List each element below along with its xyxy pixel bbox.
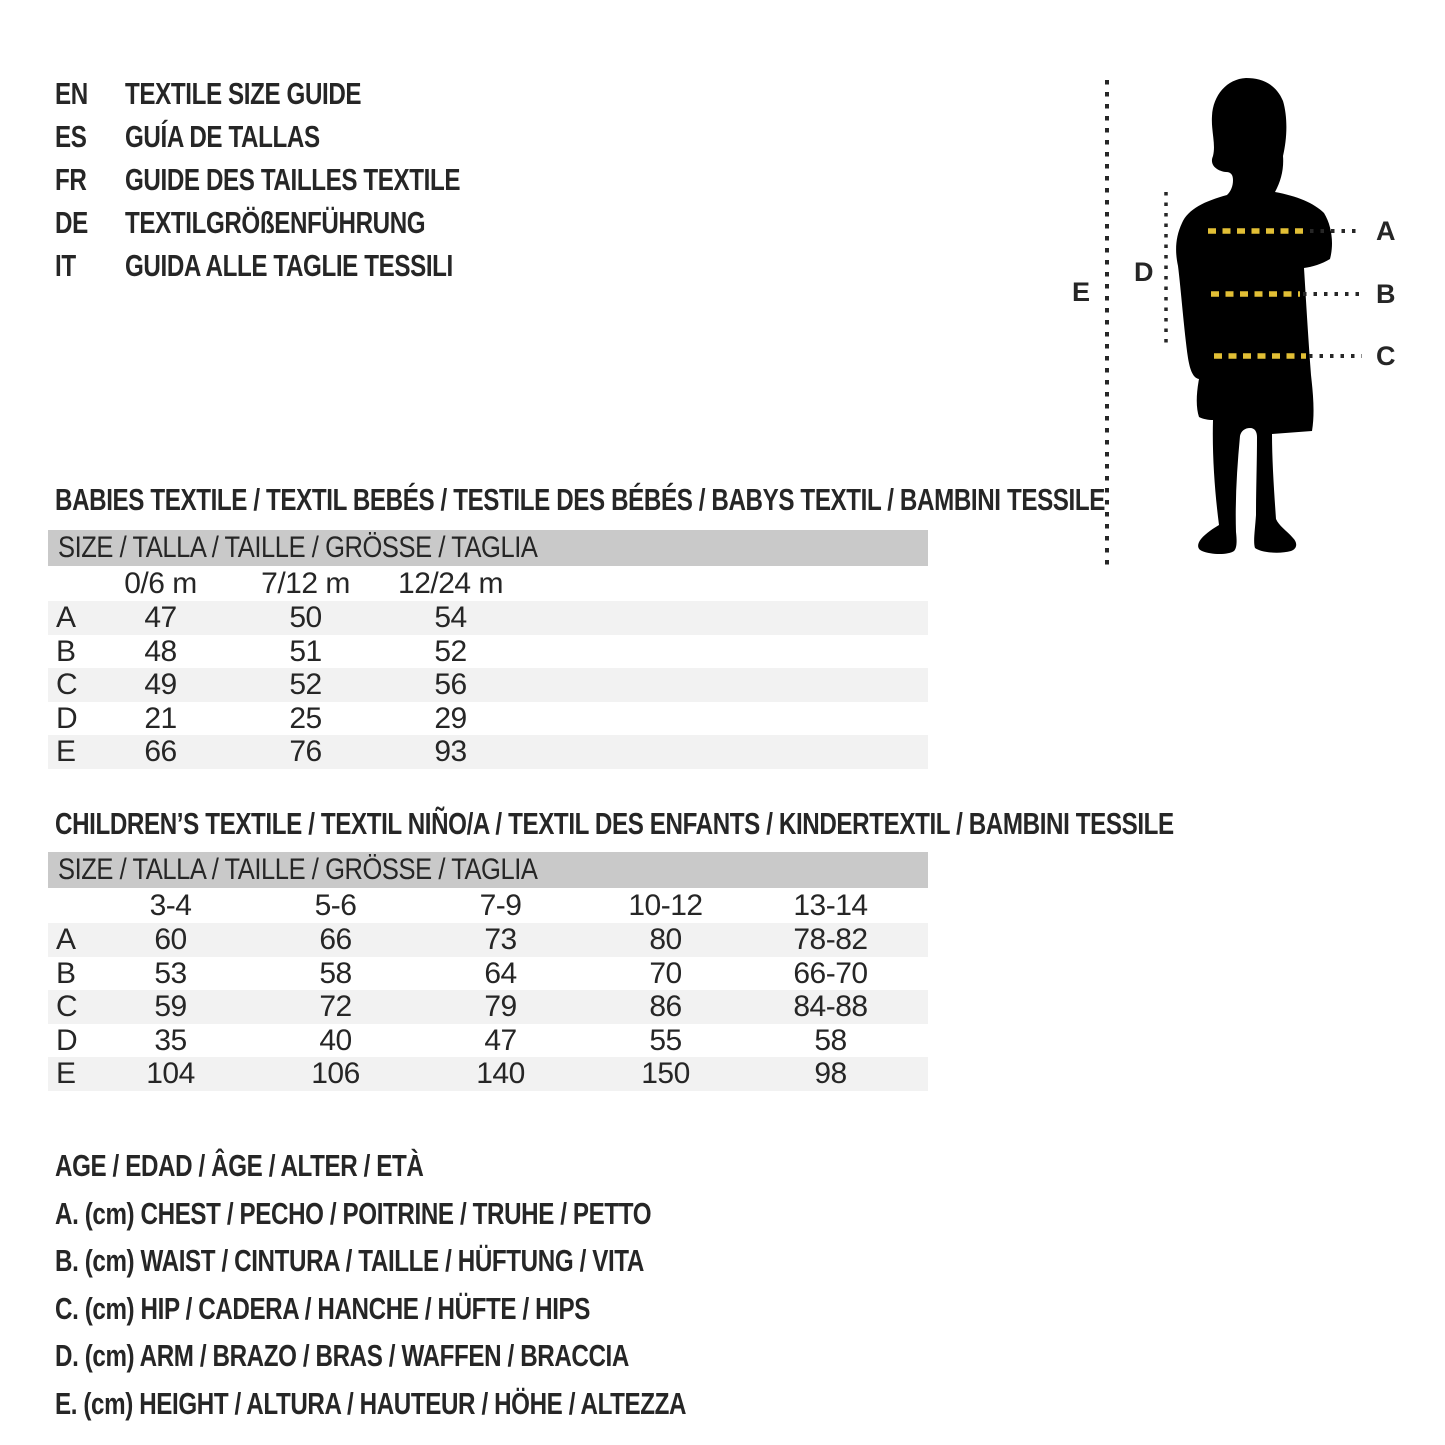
size-header-text: SIZE / TALLA / TAILLE / GRÖSSE / TAGLIA bbox=[58, 853, 538, 886]
language-code-text: ES bbox=[55, 119, 87, 154]
column-header: 10-12 bbox=[628, 889, 703, 922]
cell-value: 54 bbox=[434, 601, 467, 634]
children-heading-text: CHILDREN’S TEXTILE / TEXTIL NIÑO/A / TEXTIL DES ENFANTS / KINDERTEXTIL / BAMBINI TESSILE bbox=[55, 806, 1174, 841]
language-row bbox=[55, 244, 555, 287]
figure-label-d: D bbox=[1134, 257, 1153, 287]
column-header-row bbox=[48, 566, 928, 601]
language-title bbox=[125, 72, 428, 115]
row-label: E bbox=[56, 1057, 76, 1090]
legend-line-text: A. (cm) CHEST / PECHO / POITRINE / TRUHE / PETTO bbox=[55, 1195, 652, 1231]
column-header: 7/12 m bbox=[261, 567, 350, 600]
cell-value: 106 bbox=[311, 1057, 360, 1090]
cell-value: 80 bbox=[649, 923, 682, 956]
language-title bbox=[125, 201, 510, 244]
column-header-row bbox=[48, 888, 928, 923]
language-title-block bbox=[55, 72, 555, 287]
table-row bbox=[48, 601, 928, 635]
table-row bbox=[48, 668, 928, 702]
cell-value: 35 bbox=[154, 1023, 187, 1057]
children-size-table bbox=[48, 852, 928, 1091]
cell-value: 78-82 bbox=[793, 923, 868, 956]
table-row bbox=[48, 957, 928, 991]
legend-line bbox=[55, 1332, 864, 1380]
table-row bbox=[48, 735, 928, 769]
cell-value: 73 bbox=[484, 923, 517, 956]
cell-value: 58 bbox=[319, 956, 352, 990]
cell-value: 98 bbox=[814, 1057, 847, 1090]
cell-value: 76 bbox=[289, 735, 322, 768]
cell-value: 70 bbox=[649, 956, 682, 990]
cell-value: 29 bbox=[434, 701, 467, 735]
legend-line bbox=[55, 1380, 864, 1428]
cell-value: 53 bbox=[154, 956, 187, 990]
size-header-bar bbox=[48, 852, 928, 888]
column-header: 13-14 bbox=[793, 889, 868, 922]
cell-value: 52 bbox=[434, 634, 467, 668]
row-label: E bbox=[56, 735, 76, 768]
cell-value: 40 bbox=[319, 1023, 352, 1057]
cell-value: 56 bbox=[434, 668, 467, 701]
language-row bbox=[55, 201, 555, 244]
cell-value: 140 bbox=[476, 1057, 525, 1090]
cell-value: 21 bbox=[144, 701, 177, 735]
cell-value: 79 bbox=[484, 990, 517, 1023]
language-title-text: GUIDA ALLE TAGLIE TESSILI bbox=[125, 248, 453, 283]
row-label: D bbox=[56, 701, 78, 735]
language-code-text: FR bbox=[55, 162, 87, 197]
language-title bbox=[125, 244, 545, 287]
language-title bbox=[125, 158, 555, 201]
row-label: D bbox=[56, 1023, 78, 1057]
cell-value: 48 bbox=[144, 634, 177, 668]
cell-value: 150 bbox=[641, 1057, 690, 1090]
table-row bbox=[48, 1024, 928, 1058]
cell-value: 49 bbox=[144, 668, 177, 701]
language-code bbox=[55, 244, 125, 287]
language-title-text: TEXTILGRÖßENFÜHRUNG bbox=[125, 205, 426, 240]
size-header-text: SIZE / TALLA / TAILLE / GRÖSSE / TAGLIA bbox=[58, 531, 538, 564]
column-header: 7-9 bbox=[479, 889, 522, 922]
legend-line bbox=[55, 1237, 864, 1285]
table-row bbox=[48, 635, 928, 669]
babies-section-heading bbox=[55, 482, 1401, 518]
legend-line-text: E. (cm) HEIGHT / ALTURA / HAUTEUR / HÖHE / ALTEZZA bbox=[55, 1385, 687, 1421]
language-title-text: TEXTILE SIZE GUIDE bbox=[125, 76, 362, 111]
row-label: A bbox=[56, 601, 76, 634]
table-row bbox=[48, 923, 928, 957]
cell-value: 72 bbox=[319, 990, 352, 1023]
babies-size-table bbox=[48, 530, 928, 769]
row-label-spacer bbox=[48, 566, 88, 601]
babies-heading-text: BABIES TEXTILE / TEXTIL BEBÉS / TESTILE DES BÉBÉS / BABYS TEXTIL / BAMBINI TESSILE bbox=[55, 482, 1106, 517]
table-row bbox=[48, 702, 928, 736]
legend-line bbox=[55, 1285, 864, 1333]
row-label: A bbox=[56, 923, 76, 956]
column-header: 5-6 bbox=[314, 889, 357, 922]
cell-value: 59 bbox=[154, 990, 187, 1023]
measurement-legend bbox=[55, 1142, 864, 1427]
row-label: B bbox=[56, 634, 76, 668]
legend-line bbox=[55, 1190, 864, 1238]
legend-line-text: C. (cm) HIP / CADERA / HANCHE / HÜFTE / HIPS bbox=[55, 1290, 591, 1326]
column-header: 12/24 m bbox=[398, 567, 503, 600]
language-title bbox=[125, 115, 375, 158]
language-row bbox=[55, 72, 555, 115]
legend-line-text: AGE / EDAD / ÂGE / ALTER / ETÀ bbox=[55, 1148, 424, 1183]
cell-value: 47 bbox=[144, 601, 177, 634]
figure-label-a: A bbox=[1376, 216, 1395, 246]
cell-value: 55 bbox=[649, 1023, 682, 1057]
cell-value: 47 bbox=[484, 1023, 517, 1057]
cell-value: 66 bbox=[319, 923, 352, 956]
language-title-text: GUÍA DE TALLAS bbox=[125, 119, 320, 154]
language-code-text: IT bbox=[55, 248, 76, 283]
row-label: B bbox=[56, 956, 76, 990]
row-label: C bbox=[56, 990, 78, 1023]
language-title-text: GUIDE DES TAILLES TEXTILE bbox=[125, 162, 461, 197]
language-row bbox=[55, 158, 555, 201]
figure-label-b: B bbox=[1376, 279, 1395, 309]
row-label: C bbox=[56, 668, 78, 701]
size-header-bar bbox=[48, 530, 928, 566]
cell-value: 66-70 bbox=[793, 956, 868, 990]
language-code bbox=[55, 115, 125, 158]
cell-value: 52 bbox=[289, 668, 322, 701]
cell-value: 58 bbox=[814, 1023, 847, 1057]
language-code bbox=[55, 158, 125, 201]
cell-value: 60 bbox=[154, 923, 187, 956]
language-code bbox=[55, 201, 125, 244]
cell-value: 25 bbox=[289, 701, 322, 735]
cell-value: 64 bbox=[484, 956, 517, 990]
legend-line bbox=[55, 1142, 864, 1190]
cell-value: 66 bbox=[144, 735, 177, 768]
language-code bbox=[55, 72, 125, 115]
column-header: 3-4 bbox=[149, 889, 192, 922]
cell-value: 104 bbox=[146, 1057, 195, 1090]
cell-value: 50 bbox=[289, 601, 322, 634]
table-row bbox=[48, 1057, 928, 1091]
cell-value: 93 bbox=[434, 735, 467, 768]
language-code-text: DE bbox=[55, 205, 88, 240]
column-header: 0/6 m bbox=[124, 567, 197, 600]
legend-line-text: D. (cm) ARM / BRAZO / BRAS / WAFFEN / BRACCIA bbox=[55, 1338, 629, 1373]
cell-value: 86 bbox=[649, 990, 682, 1023]
row-label-spacer bbox=[48, 888, 88, 923]
language-row bbox=[55, 115, 555, 158]
figure-label-e: E bbox=[1072, 277, 1090, 307]
language-code-text: EN bbox=[55, 76, 88, 111]
cell-value: 51 bbox=[289, 634, 322, 668]
cell-value: 84-88 bbox=[793, 990, 868, 1023]
legend-line-text: B. (cm) WAIST / CINTURA / TAILLE / HÜFTUNG / VITA bbox=[55, 1243, 644, 1278]
table-row bbox=[48, 990, 928, 1024]
children-section-heading bbox=[55, 806, 1445, 842]
figure-label-c: C bbox=[1376, 341, 1395, 371]
